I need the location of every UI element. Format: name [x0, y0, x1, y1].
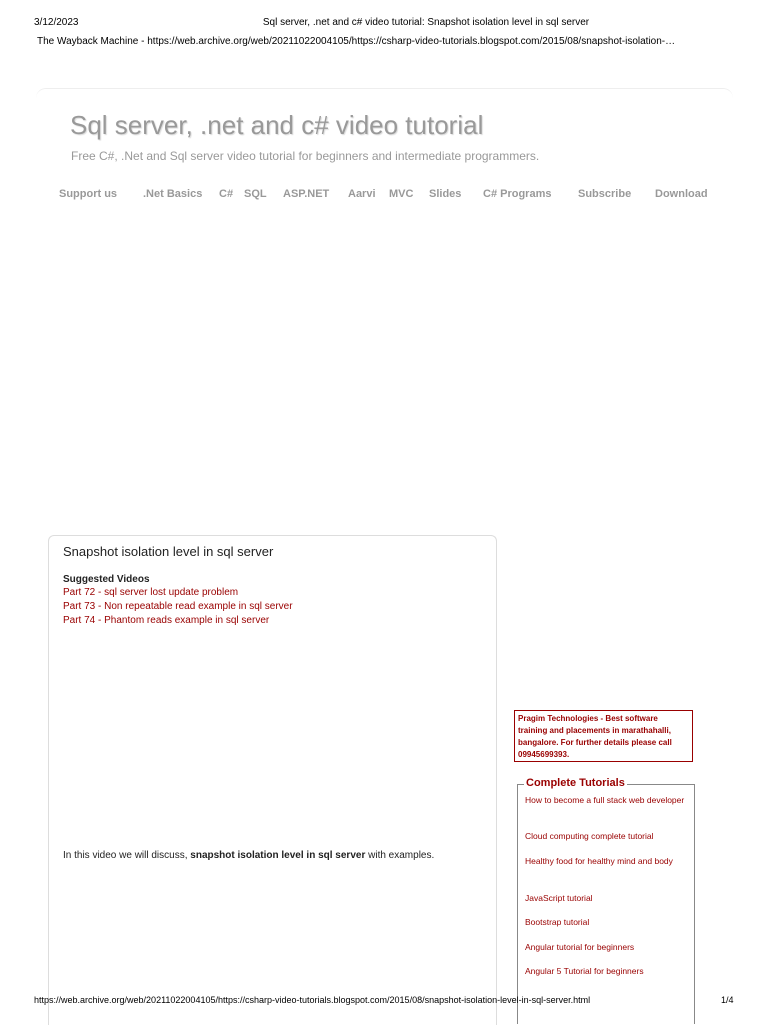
pragim-ad-link[interactable]: Pragim Technologies - Best software training and placements in marathahalli, bangalore. For further details please call 09945699393. — [514, 710, 693, 762]
print-header-title: Sql server, .net and c# video tutorial: Snapshot isolation level in sql server — [262, 17, 590, 28]
suggested-link-part-74[interactable]: Part 74 - Phantom reads example in sql server — [63, 615, 270, 626]
tutorial-link-angular[interactable]: Angular tutorial for beginners — [525, 942, 635, 952]
tab-sql[interactable]: SQL — [244, 188, 267, 200]
post-title: Snapshot isolation level in sql server — [63, 544, 274, 559]
tab-aspnet[interactable]: ASP.NET — [283, 188, 330, 200]
print-footer-url: https://web.archive.org/web/20211022004105/https://csharp-video-tutorials.blogspot.com/2015/08/snapshot-isolation-level-in-sql-server.html — [34, 995, 591, 1005]
tab-csharp-programs[interactable]: C# Programs — [483, 188, 552, 200]
post-body-prefix: In this video we will discuss, — [63, 850, 191, 861]
tutorial-link-bootstrap[interactable]: Bootstrap tutorial — [525, 917, 590, 927]
suggested-link-part-72[interactable]: Part 72 - sql server lost update problem — [63, 587, 239, 598]
suggested-link-part-73[interactable]: Part 73 - Non repeatable read example in sql server — [63, 601, 293, 612]
tab-aarvi[interactable]: Aarvi — [348, 188, 376, 200]
tab-subscribe[interactable]: Subscribe — [578, 188, 632, 200]
complete-tutorials-heading: Complete Tutorials — [526, 777, 625, 789]
tab-slides[interactable]: Slides — [429, 188, 462, 200]
blog-description: Free C#, .Net and Sql server video tutorial for beginners and intermediate programmers. — [71, 149, 540, 163]
tab-csharp[interactable]: C# — [219, 188, 234, 200]
tutorial-link-javascript[interactable]: JavaScript tutorial — [525, 893, 593, 903]
print-header-url: The Wayback Machine - https://web.archive.org/web/20211022004105/https://csharp-video-tutorials.blogspot.com/2015/08/snapshot-isolation-… — [37, 36, 676, 47]
post-body-text — [63, 850, 434, 861]
post-body-bold: snapshot isolation level in sql server — [190, 850, 366, 861]
complete-tutorials-box — [517, 784, 695, 1024]
suggested-videos-heading: Suggested Videos — [63, 574, 150, 585]
post-body-suffix: with examples. — [365, 850, 435, 861]
tab-support-us[interactable]: Support us — [59, 188, 118, 200]
tab-net-basics[interactable]: .Net Basics — [143, 188, 203, 200]
tutorial-link-healthy-food[interactable]: Healthy food for healthy mind and body — [525, 856, 673, 866]
blog-title[interactable]: Sql server, .net and c# video tutorial — [70, 110, 484, 140]
tab-download[interactable]: Download — [655, 188, 708, 200]
print-header-date: 3/12/2023 — [34, 17, 79, 28]
print-footer-page-number: 1/4 — [721, 995, 734, 1005]
tab-mvc[interactable]: MVC — [389, 188, 414, 200]
tutorial-link-cloud[interactable]: Cloud computing complete tutorial — [525, 831, 654, 841]
tutorial-link-angular-5[interactable]: Angular 5 Tutorial for beginners — [525, 966, 644, 976]
tutorial-link-full-stack[interactable]: How to become a full stack web developer — [525, 795, 685, 805]
